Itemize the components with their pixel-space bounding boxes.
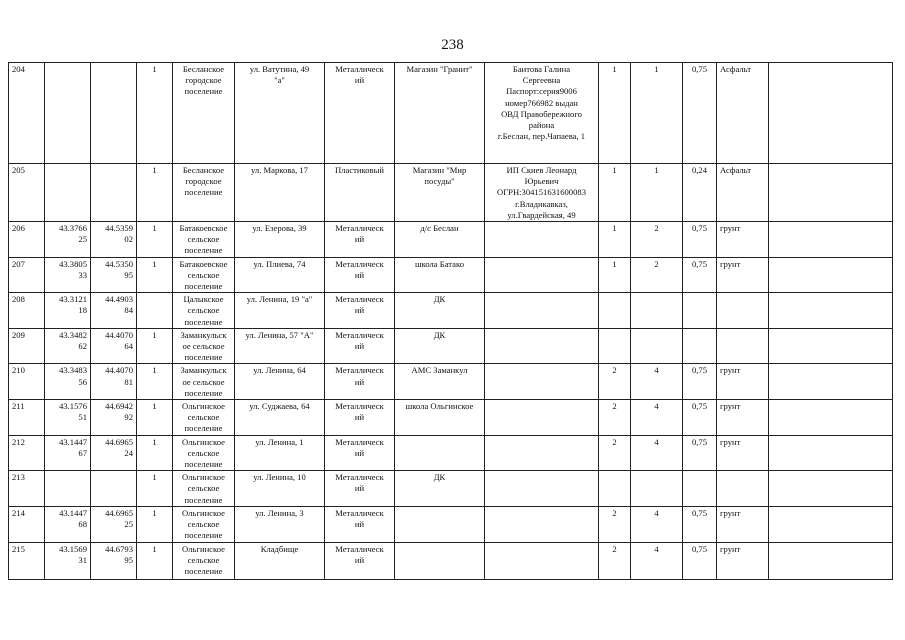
cell-row-number: 212 <box>9 435 45 471</box>
page-number: 238 <box>441 37 464 53</box>
cell-volume: 0,75 <box>683 400 717 436</box>
cell-container-type: Металлическ ий <box>325 222 395 258</box>
cell-settlement: Бесланское городское поселение <box>173 164 235 222</box>
cell-longitude: 44.6965 24 <box>91 435 137 471</box>
cell-extra <box>769 257 893 293</box>
cell-extra <box>769 63 893 164</box>
cell-owner <box>485 506 599 542</box>
cell-latitude: 43.3805 33 <box>45 257 91 293</box>
table-row <box>9 506 893 542</box>
cell-longitude <box>91 471 137 507</box>
cell-container-type: Металлическ ий <box>325 471 395 507</box>
cell-settlement: Батакоевское сельское поселение <box>173 257 235 293</box>
cell-capacity-b: 1 <box>631 164 683 222</box>
cell-capacity-b: 4 <box>631 542 683 579</box>
cell-owner: Баитова Галина Сергеевна Паспорт:серия9006 номер766982 выдан ОВД Правобережного района г.Беслан, пер.Чапаева, 1 <box>485 63 599 164</box>
cell-latitude: 43.3121 18 <box>45 293 91 329</box>
cell-row-number: 206 <box>9 222 45 258</box>
cell-settlement: Батакоевское сельское поселение <box>173 222 235 258</box>
cell-address: ул. Ленина, 1 <box>235 435 325 471</box>
cell-object-name: ДК <box>395 471 485 507</box>
table-row <box>9 542 893 579</box>
cell-settlement: Заманкульск ое сельское поселение <box>173 364 235 400</box>
cell-latitude: 43.1569 31 <box>45 542 91 579</box>
cell-surface: грунт <box>717 542 769 579</box>
cell-container-count: 1 <box>137 63 173 164</box>
cell-volume: 0,75 <box>683 222 717 258</box>
cell-container-count: 1 <box>137 328 173 364</box>
table-row <box>9 364 893 400</box>
cell-container-count: 1 <box>137 471 173 507</box>
cell-container-count: 1 <box>137 364 173 400</box>
register-table <box>8 62 893 580</box>
cell-capacity-b <box>631 328 683 364</box>
cell-container-type: Металлическ ий <box>325 63 395 164</box>
cell-container-count: 1 <box>137 435 173 471</box>
cell-settlement: Ольгинское сельское поселение <box>173 506 235 542</box>
cell-owner <box>485 328 599 364</box>
cell-address: ул. Маркова, 17 <box>235 164 325 222</box>
cell-capacity-a <box>599 328 631 364</box>
cell-extra <box>769 542 893 579</box>
cell-longitude: 44.4070 81 <box>91 364 137 400</box>
table-row <box>9 63 893 164</box>
cell-extra <box>769 222 893 258</box>
cell-longitude: 44.5359 02 <box>91 222 137 258</box>
cell-container-count: 1 <box>137 400 173 436</box>
table-row <box>9 435 893 471</box>
cell-capacity-b <box>631 471 683 507</box>
cell-container-type: Металлическ ий <box>325 293 395 329</box>
cell-latitude <box>45 164 91 222</box>
cell-owner <box>485 435 599 471</box>
cell-capacity-a: 2 <box>599 435 631 471</box>
cell-extra <box>769 471 893 507</box>
cell-object-name: ДК <box>395 293 485 329</box>
cell-capacity-b: 4 <box>631 364 683 400</box>
cell-surface: грунт <box>717 222 769 258</box>
cell-object-name: школа Батако <box>395 257 485 293</box>
cell-capacity-b: 4 <box>631 506 683 542</box>
cell-settlement: Бесланское городское поселение <box>173 63 235 164</box>
cell-longitude: 44.4070 64 <box>91 328 137 364</box>
cell-row-number: 207 <box>9 257 45 293</box>
cell-owner <box>485 257 599 293</box>
cell-address: ул. Ленина, 19 "а" <box>235 293 325 329</box>
cell-longitude: 44.6793 95 <box>91 542 137 579</box>
cell-latitude: 43.3482 62 <box>45 328 91 364</box>
cell-surface: Асфальт <box>717 164 769 222</box>
cell-container-count: 1 <box>137 257 173 293</box>
table-row <box>9 471 893 507</box>
cell-owner <box>485 400 599 436</box>
cell-owner <box>485 293 599 329</box>
cell-longitude: 44.6942 92 <box>91 400 137 436</box>
cell-extra <box>769 400 893 436</box>
cell-extra <box>769 293 893 329</box>
cell-object-name: АМС Заманкул <box>395 364 485 400</box>
cell-capacity-a: 2 <box>599 400 631 436</box>
cell-volume: 0,75 <box>683 506 717 542</box>
table-row <box>9 257 893 293</box>
cell-row-number: 210 <box>9 364 45 400</box>
cell-capacity-b: 1 <box>631 63 683 164</box>
cell-latitude: 43.3483 56 <box>45 364 91 400</box>
cell-address: ул. Ленина, 3 <box>235 506 325 542</box>
cell-settlement: Ольгинское сельское поселение <box>173 542 235 579</box>
cell-container-count: 1 <box>137 542 173 579</box>
cell-row-number: 215 <box>9 542 45 579</box>
table-row <box>9 164 893 222</box>
cell-owner <box>485 364 599 400</box>
cell-capacity-a <box>599 471 631 507</box>
cell-surface <box>717 293 769 329</box>
cell-surface: Асфальт <box>717 63 769 164</box>
cell-row-number: 205 <box>9 164 45 222</box>
cell-address: ул. Суджаева, 64 <box>235 400 325 436</box>
cell-capacity-a: 2 <box>599 364 631 400</box>
cell-capacity-a: 1 <box>599 257 631 293</box>
cell-volume <box>683 328 717 364</box>
cell-owner <box>485 542 599 579</box>
cell-surface: грунт <box>717 364 769 400</box>
cell-volume: 0,75 <box>683 435 717 471</box>
cell-surface: грунт <box>717 506 769 542</box>
cell-object-name <box>395 435 485 471</box>
cell-address: ул. Ленина, 10 <box>235 471 325 507</box>
cell-capacity-b: 2 <box>631 257 683 293</box>
cell-capacity-a: 1 <box>599 63 631 164</box>
cell-volume: 0,75 <box>683 364 717 400</box>
table-row <box>9 328 893 364</box>
cell-owner <box>485 471 599 507</box>
cell-address: ул. Езерова, 39 <box>235 222 325 258</box>
cell-container-type: Металлическ ий <box>325 400 395 436</box>
cell-volume: 0,75 <box>683 542 717 579</box>
cell-container-count: 1 <box>137 164 173 222</box>
cell-longitude: 44.4903 84 <box>91 293 137 329</box>
cell-container-type: Металлическ ий <box>325 542 395 579</box>
cell-container-type: Металлическ ий <box>325 328 395 364</box>
cell-extra <box>769 506 893 542</box>
cell-object-name: ДК <box>395 328 485 364</box>
cell-latitude: 43.3766 25 <box>45 222 91 258</box>
cell-volume: 0,75 <box>683 257 717 293</box>
cell-volume: 0,24 <box>683 164 717 222</box>
cell-surface: грунт <box>717 435 769 471</box>
table-row <box>9 293 893 329</box>
cell-object-name: д/с Беслан <box>395 222 485 258</box>
cell-address: ул. Ленина, 57 "А" <box>235 328 325 364</box>
cell-surface <box>717 471 769 507</box>
cell-capacity-b: 2 <box>631 222 683 258</box>
register-table-body <box>9 63 893 580</box>
cell-container-type: Металлическ ий <box>325 364 395 400</box>
cell-volume: 0,75 <box>683 63 717 164</box>
cell-container-type: Металлическ ий <box>325 257 395 293</box>
cell-row-number: 204 <box>9 63 45 164</box>
cell-capacity-b: 4 <box>631 400 683 436</box>
cell-address: ул. Ленина, 64 <box>235 364 325 400</box>
cell-capacity-a: 1 <box>599 164 631 222</box>
cell-settlement: Ольгинское сельское поселение <box>173 400 235 436</box>
cell-address: Кладбище <box>235 542 325 579</box>
cell-object-name <box>395 542 485 579</box>
cell-volume <box>683 471 717 507</box>
cell-owner: ИП Скиев Леонард Юрьевич ОГРН:304151631600083 г.Владикавказ, ул.Гвардейская, 49 <box>485 164 599 222</box>
cell-settlement: Цалыкское сельское поселение <box>173 293 235 329</box>
cell-settlement: Ольгинское сельское поселение <box>173 435 235 471</box>
cell-longitude: 44.5350 95 <box>91 257 137 293</box>
cell-longitude <box>91 164 137 222</box>
cell-latitude: 43.1447 67 <box>45 435 91 471</box>
cell-capacity-a: 2 <box>599 506 631 542</box>
cell-address: ул. Ватутина, 49 "а" <box>235 63 325 164</box>
cell-extra <box>769 435 893 471</box>
cell-capacity-a: 1 <box>599 222 631 258</box>
cell-longitude: 44.6965 25 <box>91 506 137 542</box>
cell-container-count: 1 <box>137 506 173 542</box>
cell-container-type: Пластиковый <box>325 164 395 222</box>
cell-settlement: Ольгинское сельское поселение <box>173 471 235 507</box>
cell-capacity-b <box>631 293 683 329</box>
cell-latitude <box>45 63 91 164</box>
cell-row-number: 214 <box>9 506 45 542</box>
cell-row-number: 211 <box>9 400 45 436</box>
cell-container-count: 1 <box>137 222 173 258</box>
table-row <box>9 400 893 436</box>
cell-container-count <box>137 293 173 329</box>
cell-row-number: 213 <box>9 471 45 507</box>
cell-capacity-a: 2 <box>599 542 631 579</box>
cell-container-type: Металлическ ий <box>325 435 395 471</box>
cell-container-type: Металлическ ий <box>325 506 395 542</box>
cell-latitude: 43.1576 51 <box>45 400 91 436</box>
cell-address: ул. Плиева, 74 <box>235 257 325 293</box>
table-row <box>9 222 893 258</box>
cell-object-name: Магазин "Гранит" <box>395 63 485 164</box>
cell-surface: грунт <box>717 400 769 436</box>
cell-longitude <box>91 63 137 164</box>
cell-row-number: 208 <box>9 293 45 329</box>
cell-settlement: Заманкульск ое сельское поселение <box>173 328 235 364</box>
cell-row-number: 209 <box>9 328 45 364</box>
cell-extra <box>769 164 893 222</box>
cell-extra <box>769 328 893 364</box>
cell-object-name: Магазин "Мир посуды" <box>395 164 485 222</box>
cell-surface <box>717 328 769 364</box>
cell-object-name: школа Ольгинское <box>395 400 485 436</box>
cell-volume <box>683 293 717 329</box>
cell-latitude: 43.1447 68 <box>45 506 91 542</box>
cell-surface: грунт <box>717 257 769 293</box>
cell-capacity-b: 4 <box>631 435 683 471</box>
cell-extra <box>769 364 893 400</box>
cell-capacity-a <box>599 293 631 329</box>
cell-object-name <box>395 506 485 542</box>
cell-owner <box>485 222 599 258</box>
cell-latitude <box>45 471 91 507</box>
